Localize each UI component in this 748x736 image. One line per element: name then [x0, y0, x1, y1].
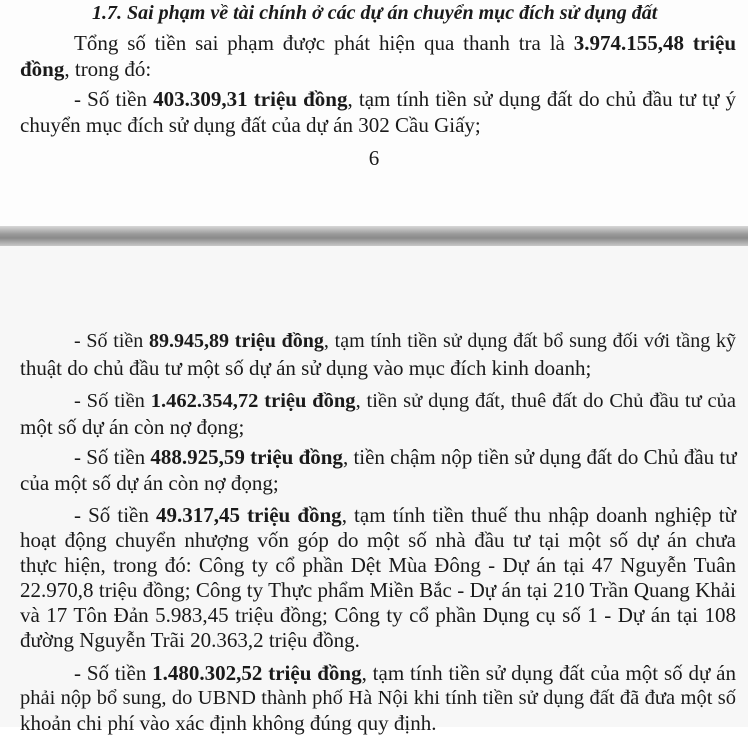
page-separator — [0, 226, 748, 246]
item-6-line-3: khoản chi phí vào xác định không đúng quy định. — [20, 711, 437, 735]
item-4-line-1: - Số tiền 488.925,59 triệu đồng, tiền chậm nộp tiền sử dụng đất do Chủ đầu tư — [74, 445, 737, 469]
document-page-top — [0, 0, 748, 226]
intro-paragraph-line-1: Tổng số tiền sai phạm được phát hiện qua thanh tra là 3.974.155,48 triệu — [74, 31, 736, 55]
item-3-line-1: - Số tiền 1.462.354,72 triệu đồng, tiền sử dụng đất, thuê đất do Chủ đầu tư của — [74, 390, 736, 412]
item-1-line-2: chuyển mục đích sử dụng đất của dự án 302 Cầu Giấy; — [20, 113, 481, 137]
item-6-line-2: phải nộp bổ sung, do UBND thành phố Hà Nội khi tính tiền sử dụng đất đã đưa một số — [20, 687, 736, 709]
item-6-line-1: - Số tiền 1.480.302,52 triệu đồng, tạm tính tiền sử dụng đất của một số dự án — [74, 661, 736, 685]
item-3-line-2: một số dự án còn nợ đọng; — [20, 415, 245, 439]
document-page-bottom — [0, 246, 748, 735]
total-amount: 3.974.155,48 triệu — [573, 31, 736, 55]
item-5-line-6: đường Nguyễn Trãi 20.363,2 triệu đồng. — [20, 628, 360, 652]
page-number: 6 — [368, 146, 380, 170]
item-3-amount: 1.462.354,72 triệu đồng — [150, 390, 356, 412]
item-1-amount: 403.309,31 triệu đồng — [153, 87, 348, 111]
item-4-line-2: của một số dự án còn nợ đọng; — [20, 471, 279, 495]
item-5-line-4: 22.970,8 triệu đồng; Công ty Thực phẩm Miền Bắc - Dự án tại 210 Trần Quang Khải — [20, 578, 736, 602]
item-1-line-1: - Số tiền 403.309,31 triệu đồng, tạm tính tiền sử dụng đất do chủ đầu tư tự ý — [74, 87, 737, 111]
item-2-amount: 89.945,89 triệu đồng — [149, 330, 324, 352]
intro-paragraph-line-2: đồng, trong đó: — [20, 57, 152, 81]
item-4-amount: 488.925,59 triệu đồng — [150, 445, 343, 469]
item-5-line-5: và 17 Tôn Đản 5.983,45 triệu đồng; Công ty cổ phần Dụng cụ số 1 - Dự án tại 108 — [20, 603, 736, 627]
item-2-line-2: thuật do chủ đầu tư một số dự án sử dụng vào mục đích kinh doanh; — [20, 356, 592, 380]
item-6-amount: 1.480.302,52 triệu đồng — [152, 661, 362, 685]
item-5-line-2: hoạt động chuyển nhượng vốn góp do một số nhà đầu tư tại một số dự án chưa — [20, 528, 736, 552]
item-5-line-1: - Số tiền 49.317,45 triệu đồng, tạm tính tiền thuế thu nhập doanh nghiệp từ — [74, 503, 736, 527]
item-5-amount: 49.317,45 triệu đồng — [155, 503, 342, 527]
item-2-line-1: - Số tiền 89.945,89 triệu đồng, tạm tính tiền sử dụng đất bổ sung đối với tầng kỹ — [74, 330, 737, 352]
item-5-line-3: thực hiện, trong đó: Công ty cổ phần Dệt Mùa Đông - Dự án tại 47 Nguyễn Tuân — [20, 553, 736, 577]
section-heading: 1.7. Sai phạm về tài chính ở các dự án chuyển mục đích sử dụng đất — [92, 2, 658, 24]
